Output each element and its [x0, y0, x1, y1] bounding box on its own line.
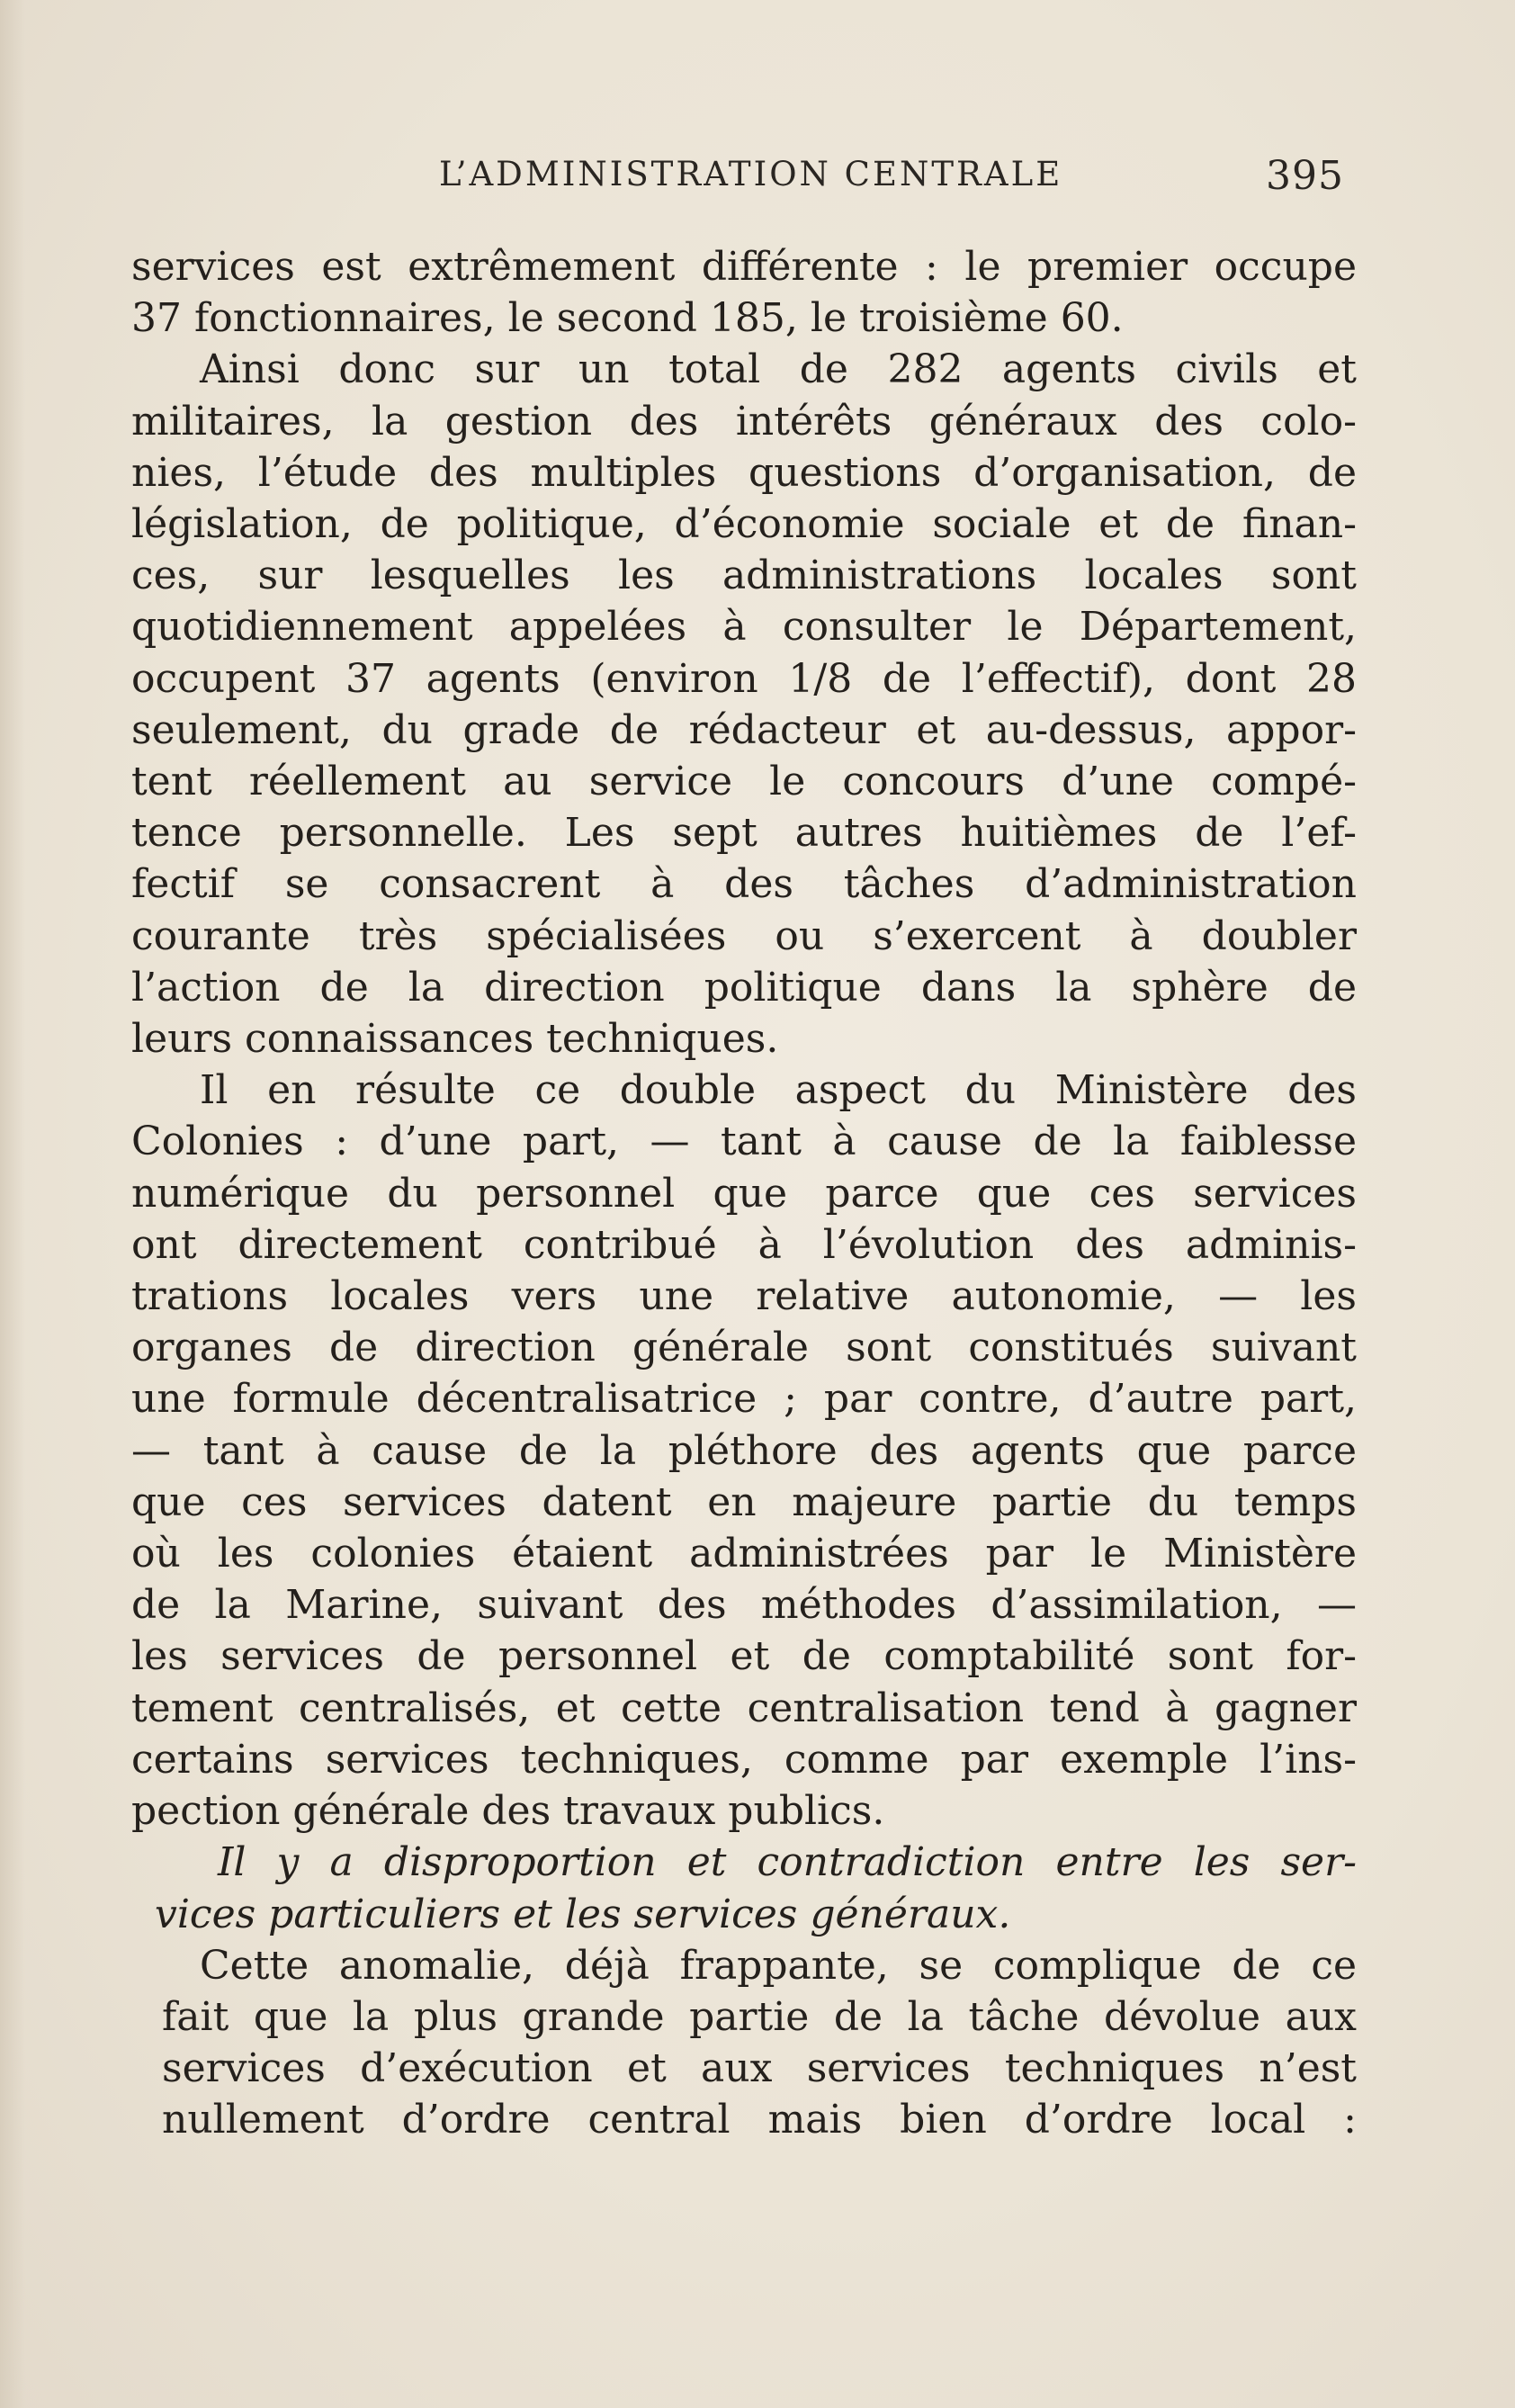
text-line: services est extrêmement différente : le premier occupe: [131, 244, 1357, 290]
text-line: législation, de politique, d’économie sociale et de finan-: [131, 501, 1357, 548]
page-number: 395: [1266, 153, 1344, 199]
text-line: nies, l’étude des multiples questions d’organisation, de: [131, 449, 1357, 496]
text-line: tent réellement au service le concours d’une compé-: [131, 759, 1357, 805]
text-line: 37 fonctionnaires, le second 185, le troisième 60.: [131, 295, 1124, 342]
text-line: Cette anomalie, déjà frappante, se complique de ce: [200, 1942, 1357, 1989]
running-head: [135, 155, 1358, 209]
text-line: l’action de la direction politique dans la sphère de: [131, 964, 1357, 1011]
text-line: organes de direction générale sont constitués suivant: [131, 1325, 1357, 1371]
text-line: où les colonies étaient administrées par le Ministère: [131, 1531, 1357, 1577]
page-edge-shadow: [0, 0, 25, 2408]
text-line: fectif se consacrent à des tâches d’administration: [131, 861, 1357, 908]
text-line: de la Marine, suivant des méthodes d’assimilation, —: [131, 1582, 1357, 1629]
text-line: services d’exécution et aux services techniques n’est: [162, 2045, 1357, 2092]
running-title: L’ADMINISTRATION CENTRALE: [439, 155, 1063, 193]
italic-text-line: vices particuliers et les services généraux.: [155, 1891, 1011, 1937]
text-line: nullement d’ordre central mais bien d’ordre local :: [162, 2097, 1357, 2143]
text-line: — tant à cause de la pléthore des agents que parce: [131, 1427, 1357, 1474]
text-line: trations locales vers une relative autonomie, — les: [131, 1273, 1357, 1320]
text-line: fait que la plus grande partie de la tâche dévolue aux: [162, 1993, 1357, 2040]
body-text: [131, 241, 1357, 2146]
italic-text-line: Il y a disproportion et contradiction entre les ser-: [218, 1839, 1357, 1886]
text-line: que ces services datent en majeure partie du temps: [131, 1478, 1357, 1525]
text-line: Il en résulte ce double aspect du Ministère des: [200, 1067, 1357, 1114]
text-line: occupent 37 agents (environ 1/8 de l’effectif), dont 28: [131, 655, 1357, 702]
text-line: quotidiennement appelées à consulter le Département,: [131, 604, 1357, 651]
text-line: Ainsi donc sur un total de 282 agents civils et: [200, 346, 1357, 393]
text-line: numérique du personnel que parce que ces services: [131, 1170, 1357, 1217]
text-line: courante très spécialisées ou s’exercent à doubler: [131, 912, 1357, 959]
text-line: certains services techniques, comme par exemple l’ins-: [131, 1736, 1357, 1783]
text-line: pection générale des travaux publics.: [131, 1788, 885, 1835]
text-line: seulement, du grade de rédacteur et au-dessus, appor-: [131, 706, 1357, 753]
text-line: Colonies : d’une part, — tant à cause de la faiblesse: [131, 1119, 1357, 1165]
text-line: ces, sur lesquelles les administrations locales sont: [131, 553, 1357, 599]
text-line: ont directement contribué à l’évolution des adminis-: [131, 1221, 1357, 1268]
text-line: une formule décentralisatrice ; par contre, d’autre part,: [131, 1376, 1357, 1423]
text-line: tement centralisés, et cette centralisation tend à gagner: [131, 1685, 1357, 1731]
text-line: les services de personnel et de comptabilité sont for-: [131, 1633, 1357, 1680]
text-line: tence personnelle. Les sept autres huitièmes de l’ef-: [131, 810, 1357, 857]
text-line: leurs connaissances techniques.: [131, 1016, 779, 1063]
text-line: militaires, la gestion des intérêts généraux des colo-: [131, 398, 1357, 445]
